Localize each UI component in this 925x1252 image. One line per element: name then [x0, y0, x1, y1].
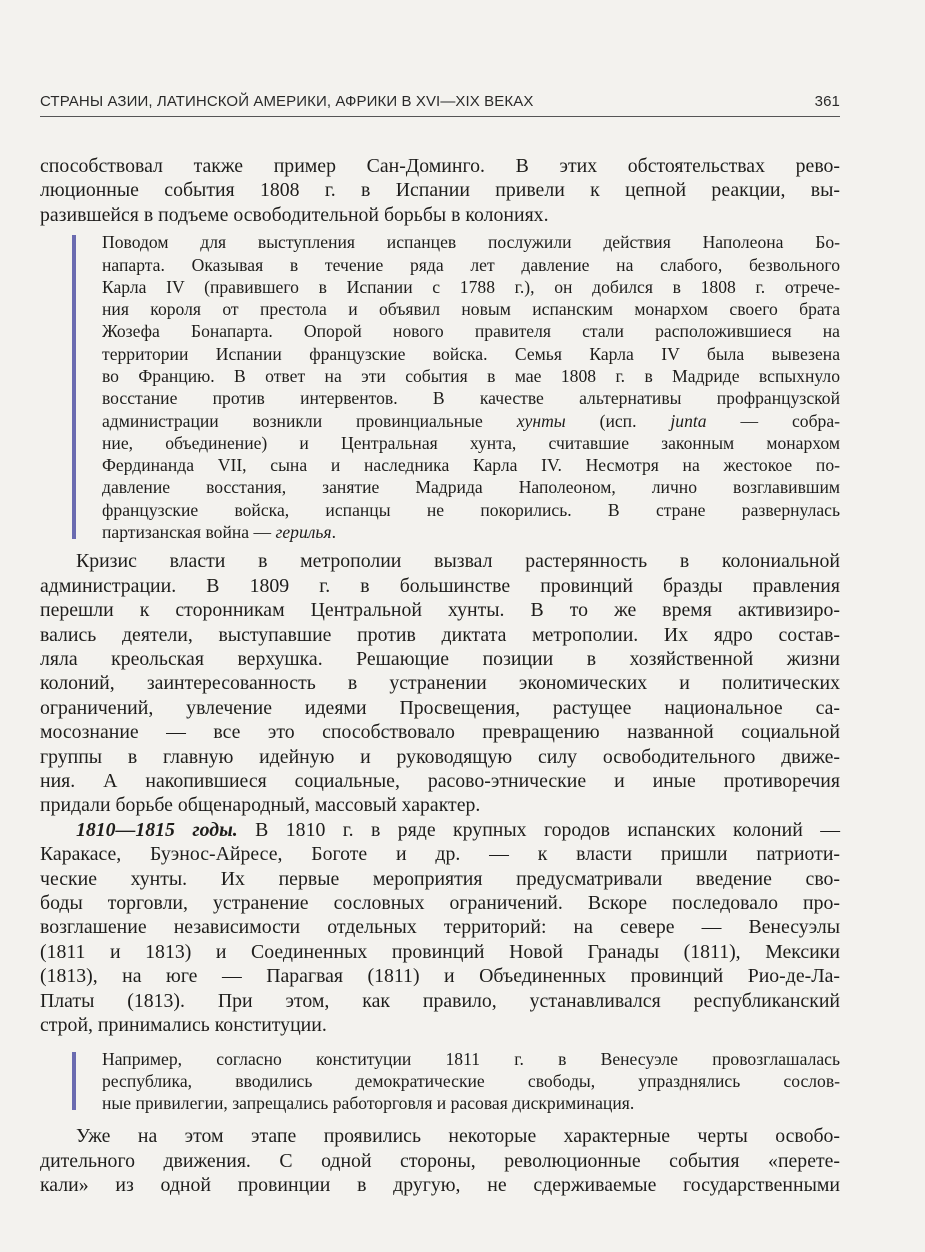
box-line: Фердинанда VII, сына и наследника Карла IV. Несмотря на жестокое по-: [102, 455, 840, 476]
box-line: Карла IV (правившего в Испании с 1788 г.), он добился в 1808 г. отрече-: [102, 276, 840, 297]
text-line: мосознание — все это способствовало превращению названной социальной: [40, 721, 840, 744]
period-heading: 1810—1815 годы.: [76, 818, 238, 841]
paragraph-4: [40, 1124, 840, 1197]
running-header: [40, 93, 840, 117]
box-text: администрации возникли провинциальные: [102, 410, 517, 431]
box-line: территории Испании французские войска. Семья Карла IV была вывезена: [102, 343, 840, 364]
text-line: строй, принимались конституции.: [40, 1014, 327, 1037]
box-line: республика, вводились демократические свободы, упразднялись сослов-: [102, 1070, 840, 1091]
box-line: ние, объединение) и Центральная хунта, считавшие законным монархом: [102, 432, 840, 453]
running-title: СТРАНЫ АЗИИ, ЛАТИНСКОЙ АМЕРИКИ, АФРИКИ В XVI—XIX ВЕКАХ: [40, 93, 534, 110]
text-line: [40, 818, 840, 842]
sidebar-box-venezuela: [62, 1048, 840, 1115]
term-juntas: хунты: [516, 410, 566, 431]
text-run: В 1810 г. в ряде крупных городов испанских колоний —: [237, 818, 840, 841]
text-line: дительного движения. С одной стороны, революционные события «перете-: [40, 1149, 840, 1172]
box-line: [102, 521, 840, 543]
sidebar-bar: [72, 235, 76, 539]
paragraph-2: [40, 549, 840, 817]
sidebar-box-napoleon: [62, 231, 840, 543]
text-line: (1811 и 1813) и Соединенных провинций Новой Гранады (1811), Мексики: [40, 940, 840, 963]
page-number: 361: [814, 93, 840, 110]
term-junta: junta: [670, 410, 707, 431]
text-line: Кризис власти в метрополии вызвал растерянность в колониальной: [76, 550, 840, 573]
paragraph-1: [40, 154, 840, 227]
box-text: — собра-: [706, 410, 840, 431]
text-line: придали борьбе общенародный, массовый характер.: [40, 794, 481, 817]
text-line: ческие хунты. Их первые мероприятия предусматривали введение сво-: [40, 867, 840, 890]
text-line: ляла креольская верхушка. Решающие позиции в хозяйственной жизни: [40, 648, 840, 670]
box-line: восстание против интервентов. В качестве альтернативы профранцузской: [102, 388, 840, 409]
sidebar-bar: [72, 1052, 76, 1111]
box-line: французские войска, испанцы не покорились. В стране развернулась: [102, 499, 840, 520]
page-body: [40, 154, 840, 1198]
box-text: (исп.: [565, 410, 671, 431]
box-line: ные привилегии, запрещались работорговля и расовая дискриминация.: [102, 1093, 635, 1114]
term-guerrilla: герилья: [275, 522, 332, 543]
box-line: Жозефа Бонапарта. Опорой нового правителя стали расположившиеся на: [102, 321, 840, 342]
box-line: ния короля от престола и объявил новым испанским монархом своего брата: [102, 299, 840, 320]
text-line: ния. А накопившиеся социальные, расово-этнические и иные противоречия: [40, 770, 840, 793]
text-line: разившейся в подъеме освободительной борьбы в колониях.: [40, 203, 549, 226]
text-line: Уже на этом этапе проявились некоторые характерные черты освобо-: [76, 1125, 840, 1148]
text-line: Каракасе, Буэнос-Айресе, Боготе и др. — к власти пришли патриоти-: [40, 843, 840, 866]
text-line: колоний, заинтересованность в устранении экономических и политических: [40, 672, 840, 695]
text-line: (1813), на юге — Парагвая (1811) и Объединенных провинций Рио-де-Ла-: [40, 965, 840, 988]
text-line: люционные события 1808 г. в Испании привели к цепной реакции, вы-: [40, 179, 840, 202]
text-line: группы в главную идейную и руководящую силу освободительного движе-: [40, 745, 840, 768]
text-line: Платы (1813). При этом, как правило, устанавливался республиканский: [40, 989, 840, 1012]
box-text: .: [331, 522, 337, 543]
box-text: партизанская война —: [102, 522, 276, 543]
text-line: боды торговли, устранение сословных ограничений. Вскоре последовало про-: [40, 892, 840, 915]
box-line: [102, 410, 840, 432]
text-line: способствовал также пример Сан-Доминго. В этих обстоятельствах рево-: [40, 155, 840, 177]
text-line: ограничений, увлечение идеями Просвещения, растущее национальное са-: [40, 696, 840, 719]
text-line: вались деятели, выступавшие против диктата метрополии. Их ядро состав-: [40, 623, 840, 646]
box-line: давление восстания, занятие Мадрида Наполеоном, лично возглавившим: [102, 477, 840, 498]
box-line: Поводом для выступления испанцев послужили действия Наполеона Бо-: [102, 232, 840, 253]
box-line: во Францию. В ответ на эти события в мае 1808 г. в Мадриде вспыхнуло: [102, 366, 840, 386]
box-line: Например, согласно конституции 1811 г. в Венесуэле провозглашалась: [102, 1048, 840, 1069]
box-line: напарта. Оказывая в течение ряда лет давление на слабого, безвольного: [102, 254, 840, 275]
text-line: администрации. В 1809 г. в большинстве провинций бразды правления: [40, 574, 840, 597]
text-line: кали» из одной провинции в другую, не сдерживаемые государственными: [40, 1174, 840, 1197]
paragraph-3: [40, 818, 840, 1038]
text-line: перешли к сторонникам Центральной хунты. В то же время активизиро-: [40, 599, 840, 622]
text-line: возглашение независимости отдельных территорий: на севере — Венесуэлы: [40, 916, 840, 939]
